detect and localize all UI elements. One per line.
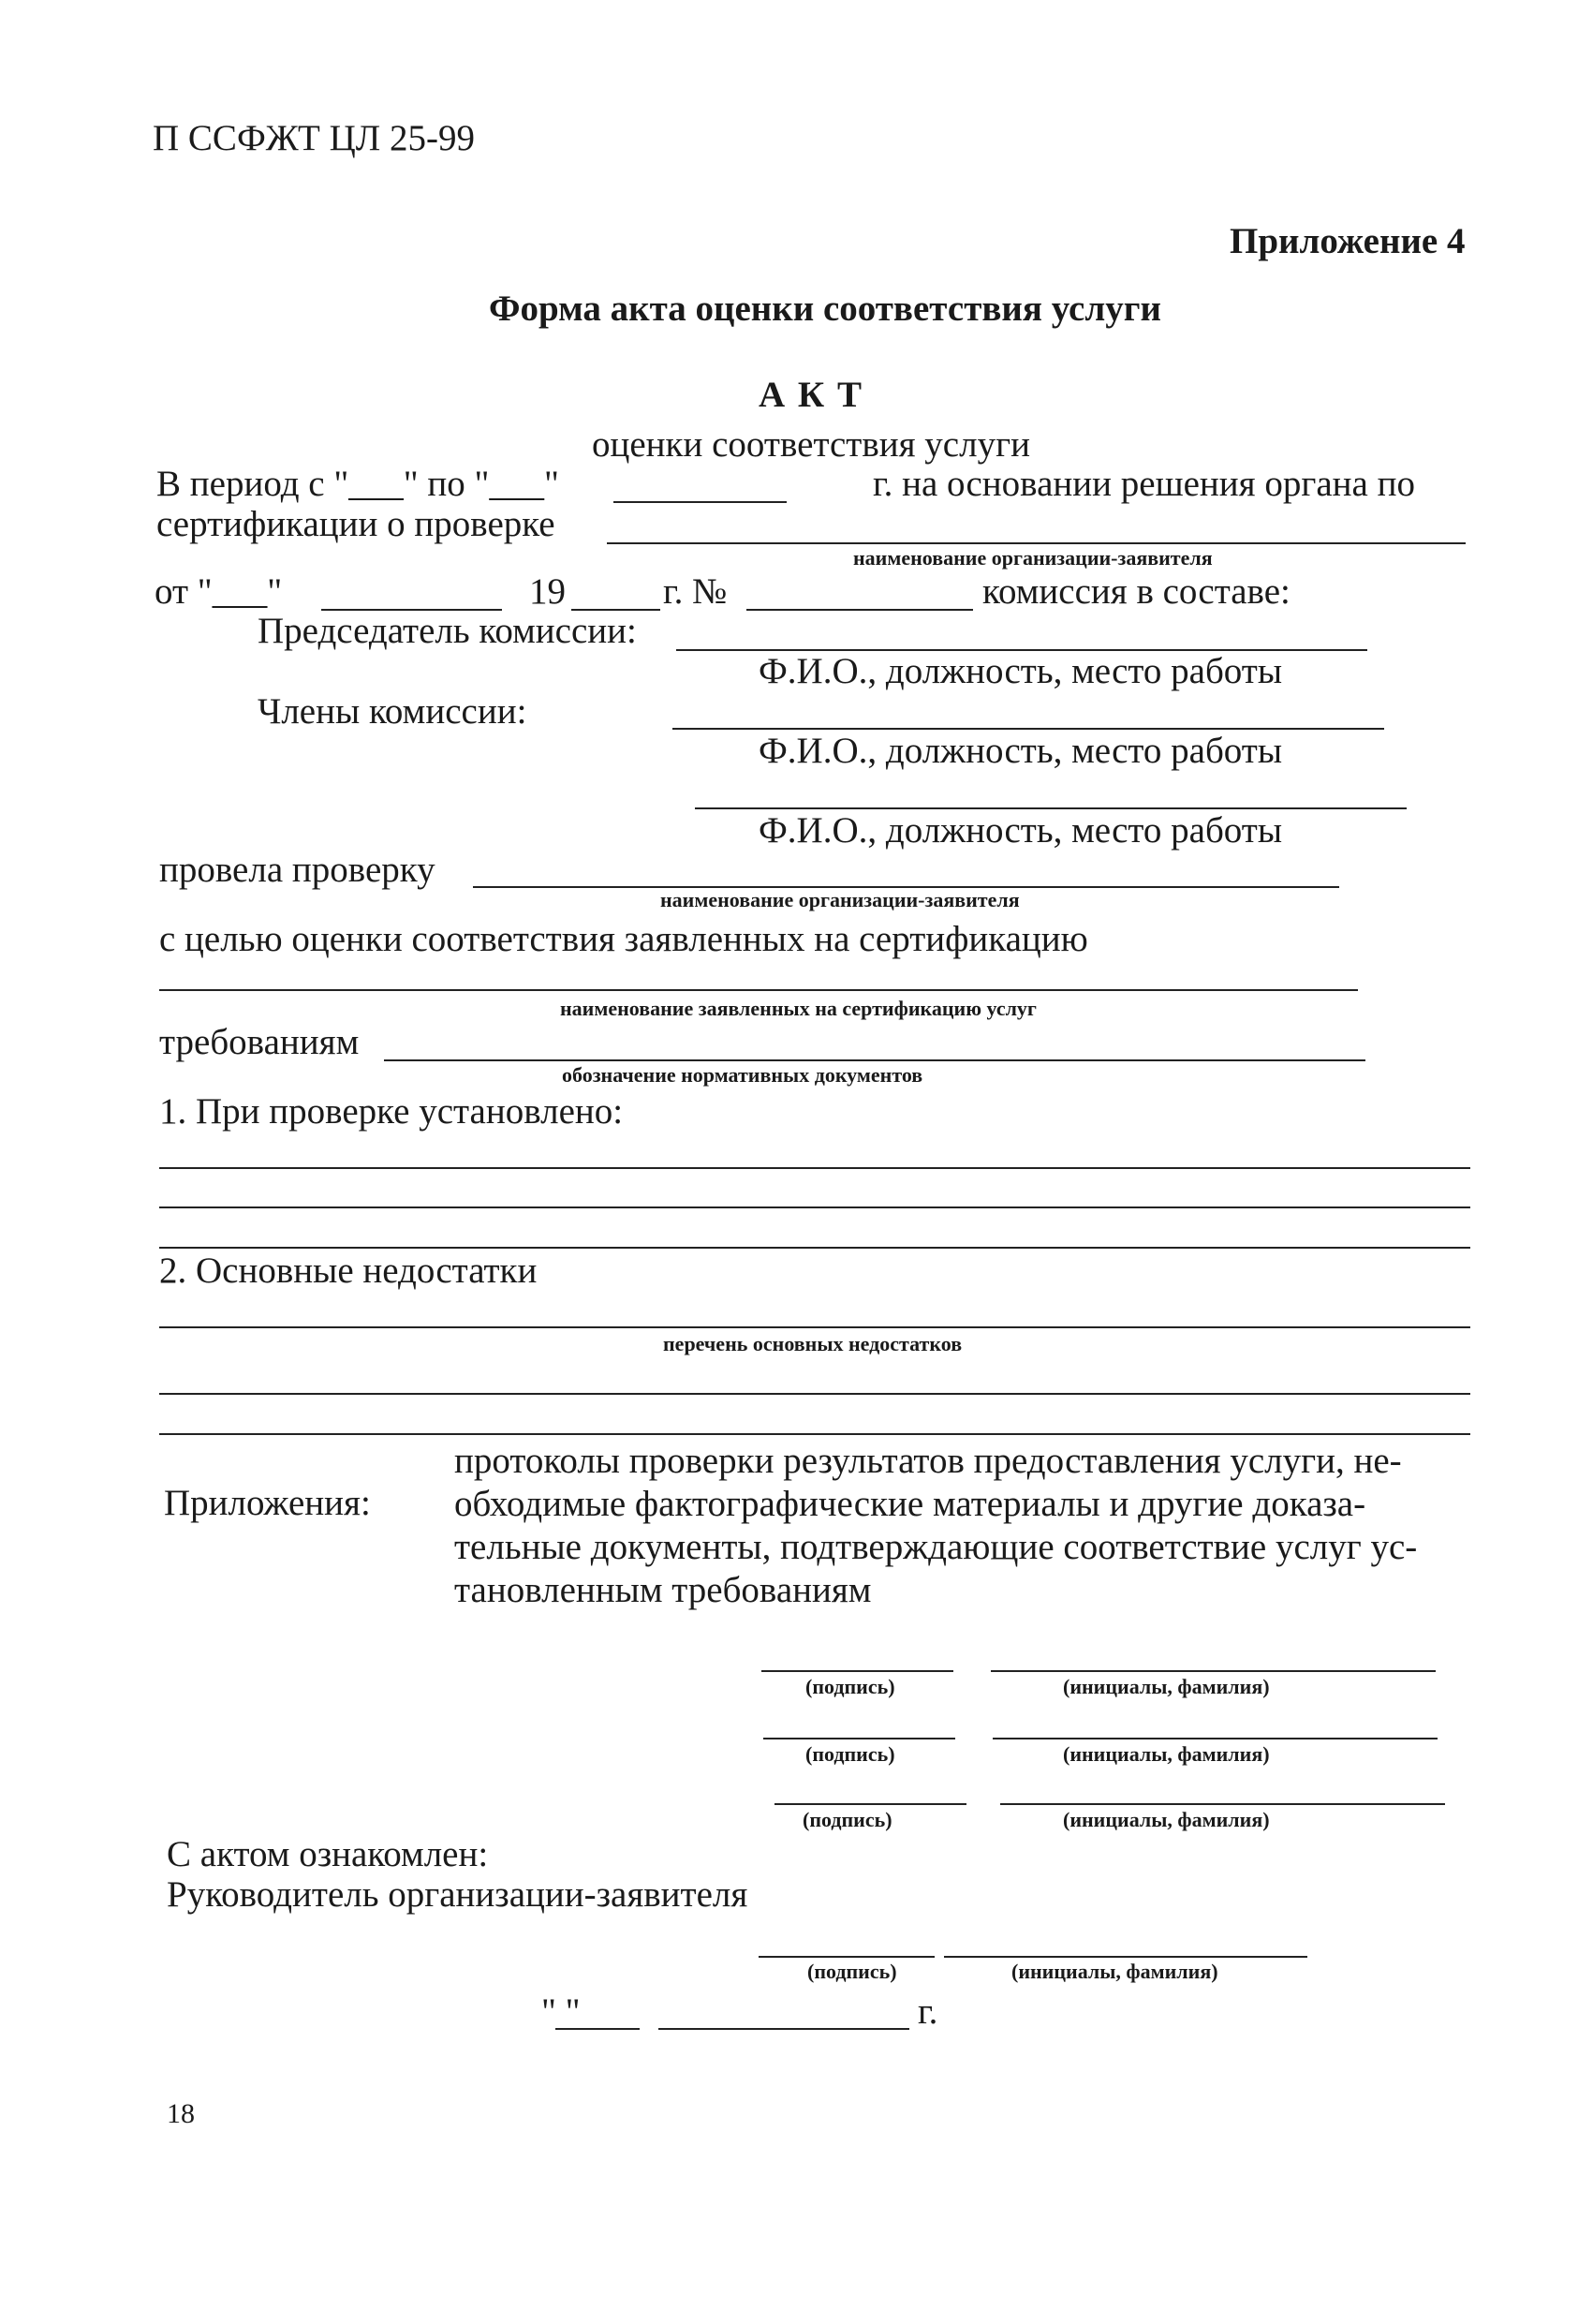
established-heading: 1. При проверке установлено: — [159, 1091, 624, 1132]
date-from-text: от "___" — [155, 571, 283, 612]
applicant-org-line-1 — [607, 542, 1466, 544]
document-code: П ССФЖТ ЦЛ 25-99 — [153, 118, 475, 158]
services-caption: наименование заявленных на сертификацию услуг — [560, 997, 1037, 1020]
norm-docs-caption: обозначение нормативных документов — [562, 1063, 923, 1087]
signature-caption-1: (подпись) — [805, 1675, 895, 1698]
signature-line-1 — [761, 1670, 953, 1672]
member-line-1 — [672, 728, 1384, 730]
signature-line-3 — [774, 1803, 966, 1805]
acknowledged-day-line — [555, 2028, 640, 2030]
name-line-1 — [991, 1670, 1436, 1672]
name-caption-2: (инициалы, фамилия) — [1063, 1742, 1270, 1766]
attachments-line-1: протоколы проверки результатов предоставления услуги, не- — [454, 1441, 1402, 1481]
attachments-line-2: обходимые фактографические материалы и другие доказа- — [454, 1484, 1366, 1524]
deficiencies-caption: перечень основных недостатков — [663, 1332, 963, 1355]
deficiencies-line-2 — [159, 1393, 1470, 1395]
period-basis-text: г. на основании решения органа по — [873, 464, 1415, 504]
deficiencies-line-1 — [159, 1326, 1470, 1328]
member-caption-2: Ф.И.О., должность, место работы — [759, 810, 1283, 851]
act-subtitle: оценки соответствия услуги — [592, 424, 1030, 465]
attachments-line-4: тановленным требованиям — [454, 1570, 872, 1610]
requirements-label: требованиям — [159, 1022, 360, 1062]
conducted-inspection-text: провела проверку — [159, 850, 435, 890]
deficiencies-heading: 2. Основные недостатки — [159, 1251, 538, 1291]
attachments-label: Приложения: — [164, 1483, 371, 1523]
chairman-label: Председатель комиссии: — [258, 611, 637, 651]
appendix-number: Приложение 4 — [1230, 221, 1466, 261]
established-line-3 — [159, 1247, 1470, 1249]
period-text: В период с "___" по "___" — [156, 464, 559, 504]
members-label: Члены комиссии: — [258, 691, 527, 732]
member-caption-1: Ф.И.О., должность, место работы — [759, 731, 1283, 771]
applicant-name-line — [944, 1956, 1307, 1958]
signature-line-2 — [763, 1738, 955, 1739]
applicant-org-caption-2: наименование организации-заявителя — [660, 888, 1020, 911]
acknowledged-year-suffix: г. — [918, 1991, 938, 2032]
signature-caption-2: (подпись) — [805, 1742, 895, 1766]
decision-number-label: г. № — [663, 571, 728, 612]
applicant-signature-caption: (подпись) — [807, 1960, 897, 1983]
date-year-prefix: 19 — [529, 571, 566, 612]
certification-check-text: сертификации о проверке — [156, 504, 555, 544]
services-line — [159, 989, 1358, 991]
applicant-head-text: Руководитель организации-заявителя — [167, 1874, 748, 1915]
applicant-signature-line — [759, 1956, 935, 1958]
acknowledged-month-line — [658, 2028, 909, 2030]
commission-composition-text: комиссия в составе: — [982, 571, 1291, 612]
norm-docs-line — [384, 1059, 1365, 1061]
deficiencies-line-3 — [159, 1433, 1470, 1435]
period-year-line — [613, 501, 787, 503]
acknowledged-text: С актом ознакомлен: — [167, 1834, 489, 1874]
page-number: 18 — [167, 2098, 195, 2129]
act-title: А К Т — [759, 375, 863, 415]
name-caption-1: (инициалы, фамилия) — [1063, 1675, 1270, 1698]
applicant-org-caption-1: наименование организации-заявителя — [853, 546, 1213, 570]
attachments-line-3: тельные документы, подтверждающие соответствие услуг ус- — [454, 1527, 1418, 1567]
form-title: Форма акта оценки соответствия услуги — [489, 289, 1161, 329]
signature-caption-3: (подпись) — [803, 1808, 892, 1831]
acknowledged-date-quotes: " " — [541, 1991, 581, 2032]
established-line-1 — [159, 1167, 1470, 1169]
established-line-2 — [159, 1206, 1470, 1208]
applicant-name-caption: (инициалы, фамилия) — [1011, 1960, 1218, 1983]
attachments-text — [454, 1440, 1417, 1612]
decision-number-line — [746, 609, 973, 611]
name-line-3 — [1000, 1803, 1445, 1805]
member-line-2 — [695, 807, 1407, 809]
name-line-2 — [993, 1738, 1438, 1739]
name-caption-3: (инициалы, фамилия) — [1063, 1808, 1270, 1831]
purpose-text: с целью оценки соответствия заявленных на сертификацию — [159, 919, 1088, 959]
chairman-caption: Ф.И.О., должность, место работы — [759, 651, 1283, 691]
